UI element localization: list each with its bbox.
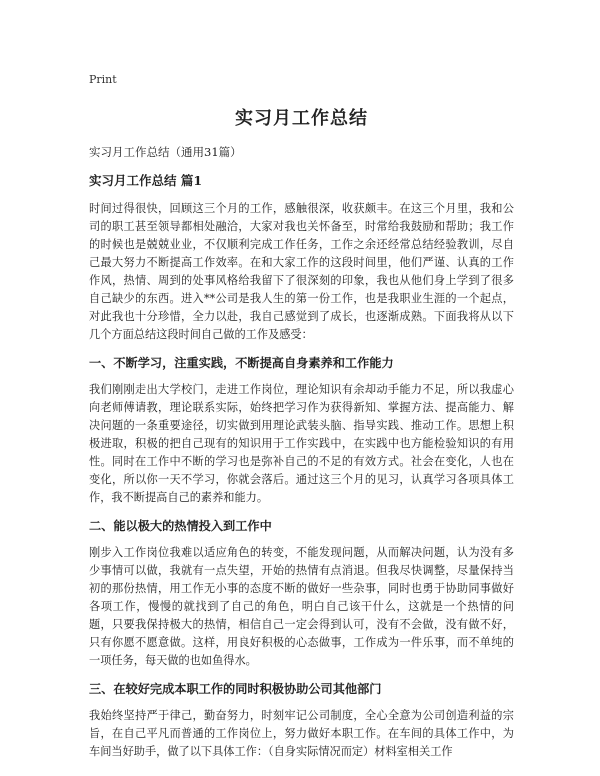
print-link[interactable]: Print — [89, 73, 117, 86]
point-heading-1: 一、不断学习，注重实践，不断提高自身素养和工作能力 — [89, 356, 394, 370]
point-heading-3: 三、在较好完成本职工作的同时积极协助公司其他部门 — [89, 682, 382, 696]
section-title: 实习月工作总结 篇1 — [89, 173, 203, 188]
intro-paragraph: 时间过得很快，回顾这三个月的工作，感触很深，收获颇丰。在这三个月里，我和公司的职工甚至领导都相处融洽，大家对我也关怀备至，时常给我鼓励和帮助；我工作的时候也是兢兢业业，不仅顺利完成工作任务，工作之余还经常总结经验教训，尽自己最大努力不断提高工作效率。在和大家工作的这段时间里，他们严谨、认真的工作作风，热情、周到的处事风格给我留下了很深刻的印象，我也从他们身上学到了很多自己缺少的东西。进入**公司是我人生的第一份工作，也是我职业生涯的一个起点，对此我也十分珍惜，全力以赴，我自己感觉到了成长，也逐渐成熟。下面我将从以下几个方面总结这段时间自己做的工作及感受： — [89, 202, 514, 341]
document-title: 实习月工作总结 — [235, 108, 368, 129]
point-heading-2: 二、能以极大的热情投入到工作中 — [89, 519, 272, 533]
point-body-1: 我们刚刚走出大学校门，走进工作岗位，理论知识有余却动手能力不足，所以我虚心向老师傅请教，理论联系实际，始终把学习作为获得新知、掌握方法、提高能力、解决问题的一条重要途径，切实做到用理论武装头脑、指导实践、推动工作。思想上积极进取，积极的把自己现有的知识用于工作实践中，在实践中也方能检验知识的有用性。同时在工作中不断的学习也是弥补自己的不足的有效方式。社会在变化，人也在变化，所以你一天不学习，你就会落后。通过这三个月的见习，认真学习各项具体工作，我不断提高自己的素养和能力。 — [89, 383, 514, 504]
document-subtitle: 实习月工作总结（通用31篇） — [89, 145, 242, 159]
point-body-3: 我始终坚持严于律己，勤奋努力，时刻牢记公司制度，全心全意为公司创造利益的宗旨，在自己平凡而普通的工作岗位上，努力做好本职工作。在车间的具体工作中，为车间当好助手，做了以下具体工作：（自身实际情况而定）材料室相关工作 — [89, 709, 514, 758]
point-body-2: 刚步入工作岗位我难以适应角色的转变，不能发现问题，从而解决问题，认为没有多少事情可以做，我就有一点失望，开始的热情有点消退。但我尽快调整，尽量保持当初的那份热情，用工作无小事的态度不断的做好一些杂事，同时也勇于协助同事做好各项工作，慢慢的就找到了自己的角色，明白自己该干什么，这就是一个热情的问题，只要我保持极大的热情，相信自己一定会得到认可，没有不会做，没有做不好，只有你愿不愿意做。这样，用良好积极的心态做事，工作成为一件乐事，而不单纯的一项任务，每天做的也如鱼得水。 — [89, 546, 514, 667]
